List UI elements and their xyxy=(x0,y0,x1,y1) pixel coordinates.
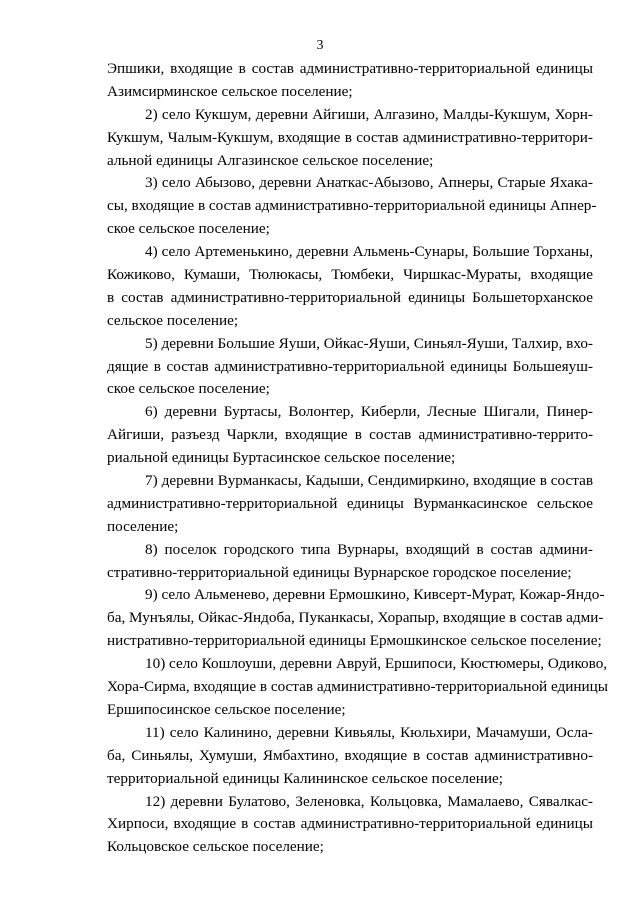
paragraph xyxy=(107,539,593,585)
paragraph xyxy=(107,653,608,722)
text-line: альной единицы Алгазинское сельское поселение; xyxy=(107,151,434,169)
text-line: 7) деревни Вурманкасы, Кадыши, Сендимиркино, входящие в состав xyxy=(145,472,593,490)
text-line: ба, Синьялы, Хумуши, Ямбахтино, входящие в состав административно- xyxy=(107,746,593,764)
text-line: нистративно-территориальной единицы Ермошкинское сельское поселение; xyxy=(107,632,602,650)
text-line: поселение; xyxy=(107,517,179,535)
text-line: сельское поселение; xyxy=(107,311,239,329)
text-line: 12) деревни Булатово, Зеленовка, Кольцовка, Мамалаево, Сявалкас- xyxy=(145,792,593,810)
text-line: 2) село Кукшум, деревни Айгиши, Алгазино, Малды-Кукшум, Хорн- xyxy=(145,105,593,123)
paragraph xyxy=(107,401,593,470)
text-line: 3) село Абызово, деревни Анаткас-Абызово, Апнеры, Старые Яхака- xyxy=(145,174,593,192)
text-line: сы, входящие в состав административно-территориальной единицы Апнер- xyxy=(107,197,597,215)
text-line: Айгиши, разъезд Чаркли, входящие в состав административно-террито- xyxy=(107,426,593,444)
paragraph xyxy=(107,584,605,653)
text-line: Хора-Сирма, входящие в состав административно-территориальной единицы xyxy=(107,678,608,696)
text-line: ба, Мунъялы, Ойкас-Яндоба, Пуканкасы, Хорапыр, входящие в состав адми- xyxy=(107,609,604,627)
text-line: Ершипосинское сельское поселение; xyxy=(107,700,346,718)
page-number: 3 xyxy=(316,38,324,53)
text-line: стративно-территориальной единицы Вурнарское городское поселение; xyxy=(107,563,572,581)
text-line: ское сельское поселение; xyxy=(107,220,270,238)
text-line: 8) поселок городского типа Вурнары, входящий в состав админи- xyxy=(145,540,593,558)
paragraph xyxy=(107,172,597,241)
text-line: в состав административно-территориальной единицы Большеторханское xyxy=(107,288,593,306)
paragraph xyxy=(107,58,593,104)
text-line: Эпшики, входящие в состав административно-территориальной единицы xyxy=(107,60,593,77)
document-body xyxy=(107,58,608,859)
text-line: Кожиково, Кумаши, Тюлюкасы, Тюмбеки, Чиршкас-Мураты, входящие xyxy=(107,266,593,284)
paragraph xyxy=(107,104,593,173)
text-line: административно-территориальной единицы Вурманкасинское сельское xyxy=(107,494,593,512)
text-line: Кольцовское сельское поселение; xyxy=(107,838,324,856)
paragraph xyxy=(107,470,593,539)
text-line: дящие в состав административно-территориальной единицы Большеяуш- xyxy=(107,357,593,375)
text-line: территориальной единицы Калининское сельское поселение; xyxy=(107,769,503,787)
text-line: 11) село Калинино, деревни Кивьялы, Кюльхири, Мачамуши, Осла- xyxy=(145,723,593,741)
text-line: 6) деревни Буртасы, Волонтер, Киберли, Лесные Шигали, Пинер- xyxy=(145,403,593,421)
text-line: 9) село Альменево, деревни Ермошкино, Кивсерт-Мурат, Кожар-Яндо- xyxy=(145,586,605,604)
paragraph xyxy=(107,791,593,860)
text-line: риальной единицы Буртасинское сельское поселение; xyxy=(107,449,456,467)
text-line: Кукшум, Чалым-Кукшум, входящие в состав административно-территори- xyxy=(107,128,593,146)
paragraph xyxy=(107,333,593,402)
text-line: Азимсирминское сельское поселение; xyxy=(107,82,353,100)
text-line: ское сельское поселение; xyxy=(107,380,270,398)
text-line: 10) село Кошлоуши, деревни Авруй, Ершипоси, Кюстюмеры, Одиково, xyxy=(145,655,608,673)
text-line: Хирпоси, входящие в состав административно-территориальной единицы xyxy=(107,815,593,833)
paragraph xyxy=(107,722,593,791)
text-line: 4) село Артеменькино, деревни Альмень-Сунары, Большие Торханы, xyxy=(145,243,593,261)
text-line: 5) деревни Большие Яуши, Ойкас-Яуши, Синьял-Яуши, Талхир, вхо- xyxy=(145,334,593,352)
paragraph xyxy=(107,241,593,333)
